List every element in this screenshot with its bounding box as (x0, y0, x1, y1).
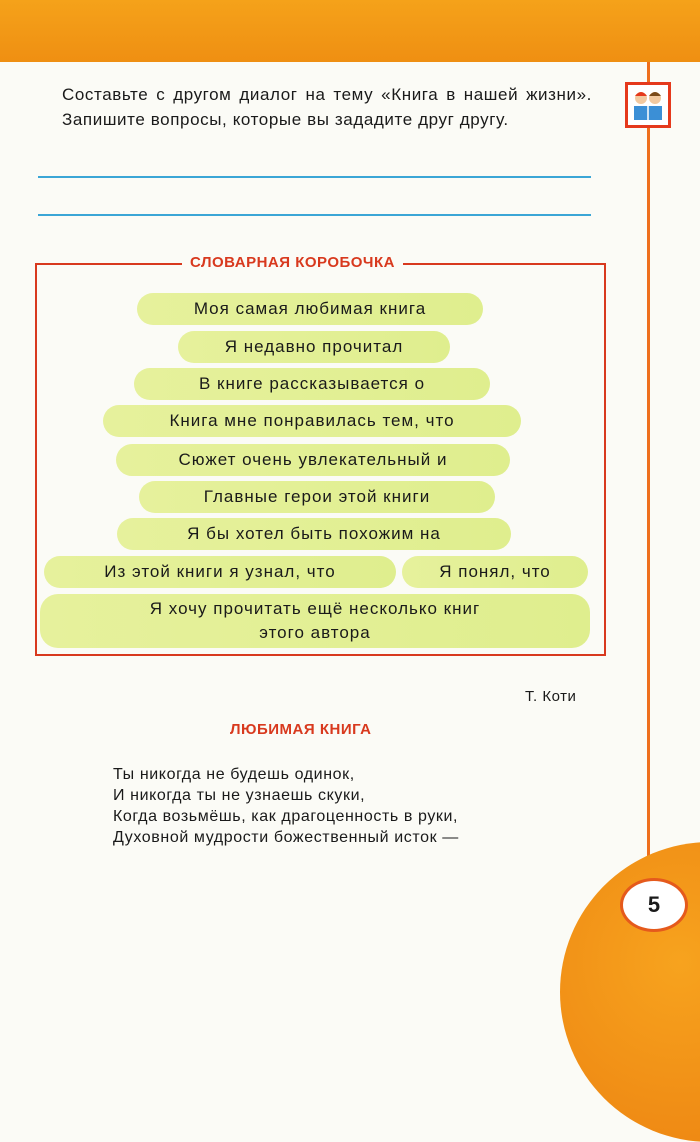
phrase-pill-long (40, 594, 590, 648)
poem-line: Духовной мудрости божественный исток — (113, 829, 459, 846)
phrase-pill: Сюжет очень увлекательный и (116, 444, 510, 476)
answer-line[interactable] (38, 176, 591, 178)
phrase-pill: Я недавно прочитал (178, 331, 450, 363)
phrase-pill: В книге рассказывается о (134, 368, 490, 400)
poem-line: Когда возьмёшь, как драгоценность в руки, (113, 808, 459, 825)
phrase-pill: Главные герои этой книги (139, 481, 495, 513)
phrase-pill: Моя самая любимая книга (137, 293, 483, 325)
poem-text (113, 764, 459, 848)
poem-title: ЛЮБИМАЯ КНИГА (230, 721, 372, 738)
task-instruction: Составьте с другом диалог на тему «Книга в нашей жизни». Запишите вопросы, которые вы зададите друг другу. (62, 85, 592, 129)
phrase-line: Я хочу прочитать ещё несколько книг (149, 599, 481, 618)
dialog-task-icon (625, 82, 671, 128)
top-banner (0, 0, 700, 62)
phrase-pill: Из этой книги я узнал, что (44, 556, 396, 588)
margin-line (647, 62, 650, 882)
poem-line: Ты никогда не будешь одинок, (113, 766, 355, 783)
poem-line: И никогда ты не узнаешь скуки, (113, 787, 366, 804)
poem-author: Т. Коти (525, 688, 577, 705)
page-number: 5 (620, 878, 688, 932)
phrase-line: этого автора (259, 623, 371, 642)
answer-line[interactable] (38, 214, 591, 216)
phrase-pill: Я понял, что (402, 556, 588, 588)
phrase-pill: Я бы хотел быть похожим на (117, 518, 511, 550)
word-box-title: СЛОВАРНАЯ КОРОБОЧКА (182, 254, 403, 271)
phrase-pill: Книга мне понравилась тем, что (103, 405, 521, 437)
